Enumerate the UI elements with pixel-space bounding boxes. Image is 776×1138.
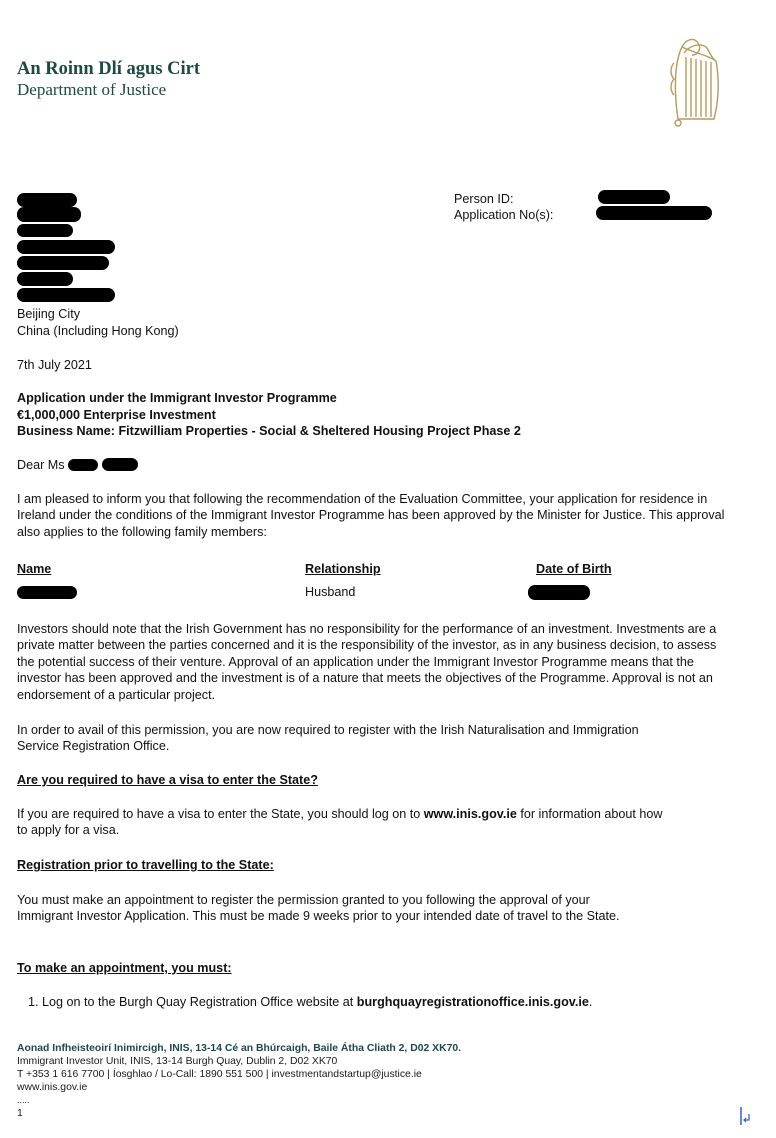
- redacted-address-line: [17, 288, 115, 302]
- investors-note-paragraph: Investors should note that the Irish Government has no responsibility for the performance of an investment. Investments are a private matter between the parties concerned and it is the responsibility of the investor, as in any business decision, to assess the potential success of their venture. Approval of an application under the Immigrant Investor Programme means that the investor has been approved and the investment is of a nature that meets the objectives of the Programme. Approval is not an endorsement of a particular project.: [17, 622, 717, 702]
- visa-heading: Are you required to have a visa to enter the State?: [17, 773, 318, 787]
- visa-paragraph: [17, 806, 667, 839]
- text-cursor-icon: [739, 1106, 751, 1126]
- redacted-application-no: [596, 206, 712, 220]
- redacted-recipient-name: [102, 458, 138, 471]
- registration-heading: Registration prior to travelling to the State:: [17, 858, 274, 872]
- footer-contact: T +353 1 616 7700 | Íosghlao / Lo-Call: 1890 551 500 | investmentandstartup@justice.ie: [17, 1069, 422, 1080]
- appointment-heading: To make an appointment, you must:: [17, 961, 232, 975]
- redacted-family-dob: [528, 585, 590, 600]
- table-header-relationship: Relationship: [305, 562, 381, 576]
- step-1-text: 1. Log on to the Burgh Quay Registration Office website at: [28, 995, 357, 1009]
- subject-line-1: Application under the Immigrant Investor Programme: [17, 391, 337, 405]
- redacted-address-line: [17, 224, 73, 237]
- page-number: 1: [17, 1108, 23, 1119]
- visa-text-before: If you are required to have a visa to enter the State, you should log on to: [17, 807, 424, 821]
- register-note-paragraph: In order to avail of this permission, you are now required to register with the Irish Naturalisation and Immigration Service Registration Office.: [17, 723, 639, 754]
- step-1-end: .: [588, 995, 593, 1009]
- salutation: Dear Ms: [17, 458, 65, 472]
- intro-paragraph: I am pleased to inform you that following the recommendation of the Evaluation Committee, your application for residence in Ireland under the conditions of the Immigrant Investor Programme has been approved by the Minister for Justice. This approval also applies to the following family members:: [17, 492, 725, 539]
- table-header-name: Name: [17, 562, 52, 576]
- burgh-quay-link[interactable]: burghquayregistrationoffice.inis.gov.ie: [356, 995, 589, 1009]
- footer-dots: .....: [17, 1095, 30, 1105]
- letter-date: 7th July 2021: [17, 358, 92, 372]
- registration-paragraph: You must make an appointment to register the permission granted to you following the approval of your Immigrant Investor Application. This must be made 9 weeks prior to your intended date of travel to the State.: [17, 893, 620, 924]
- harp-emblem-icon: [664, 33, 726, 129]
- department-name-english: Department of Justice: [17, 80, 167, 99]
- redacted-person-id: [598, 190, 670, 204]
- footer-website: www.inis.gov.ie: [17, 1082, 88, 1093]
- redacted-address-line: [17, 193, 77, 207]
- redacted-family-name: [17, 586, 77, 599]
- redacted-address-line: [17, 207, 81, 222]
- person-id-label: Person ID:: [454, 192, 514, 206]
- inis-link[interactable]: www.inis.gov.ie: [423, 807, 517, 821]
- visa-text-after: for information about how to apply for a visa.: [17, 807, 663, 838]
- redacted-address-line: [17, 240, 115, 254]
- redacted-address-line: [17, 256, 109, 270]
- department-name-irish: An Roinn Dlí agus Cirt: [17, 59, 200, 79]
- redacted-address-line: [17, 272, 73, 286]
- footer-irish-address: Aonad Infheisteoirí Inimircigh, INIS, 13-14 Cé an Bhúrcaigh, Baile Átha Cliath 2, D02 XK70.: [17, 1043, 462, 1054]
- redacted-recipient-name: [68, 459, 98, 471]
- table-header-dob: Date of Birth: [536, 562, 612, 576]
- footer-english-address: Immigrant Investor Unit, INIS, 13-14 Burgh Quay, Dublin 2, D02 XK70: [17, 1056, 338, 1067]
- appointment-step-1: [28, 994, 592, 1010]
- subject-line-3: Business Name: Fitzwilliam Properties - Social & Sheltered Housing Project Phase 2: [17, 424, 521, 438]
- subject-line-2: €1,000,000 Enterprise Investment: [17, 408, 216, 422]
- family-relationship-cell: Husband: [305, 585, 356, 599]
- address-city: Beijing City: [17, 307, 80, 321]
- application-no-label: Application No(s):: [454, 208, 554, 222]
- address-country: China (Including Hong Kong): [17, 324, 179, 338]
